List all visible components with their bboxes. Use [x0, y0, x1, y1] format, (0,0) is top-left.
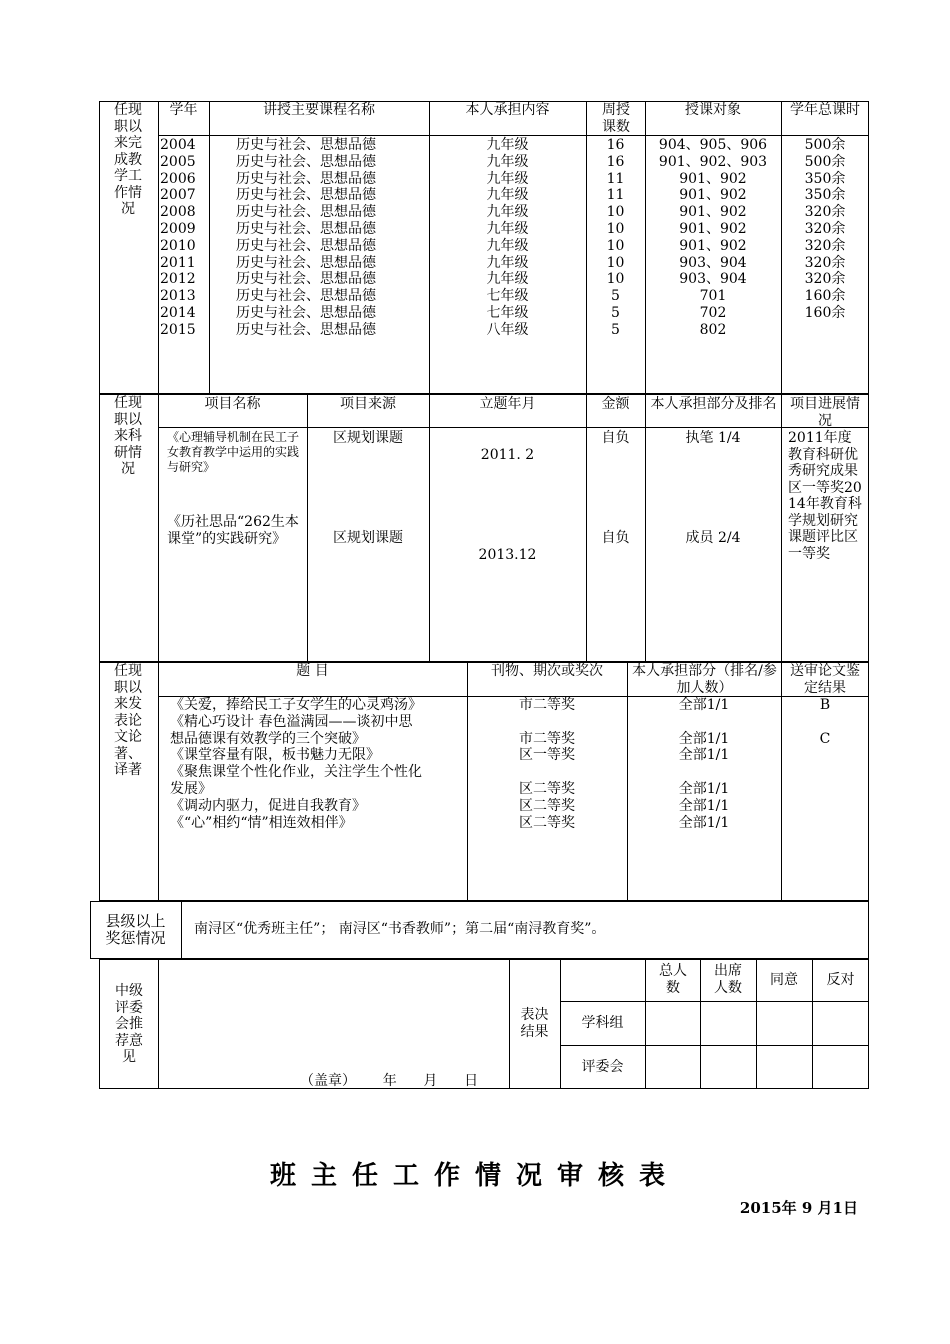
teaching-col-divider: [209, 101, 210, 394]
publications-side-label: 任现职以来发表论文论著、译著: [114, 663, 142, 778]
teaching-cell-course: 历史与社会、思想品德: [236, 170, 376, 187]
publication-cell-results: B: [819, 697, 831, 713]
teaching-cell-year: 2013: [160, 288, 196, 305]
publications-header-award: 刊物、期次或奖次: [491, 663, 603, 679]
publication-cell-titles: 《课堂容量有限，板书魅力无限》: [170, 747, 380, 764]
research-header-date: 立题年月: [479, 396, 536, 412]
teaching-cell-content: 九年级: [486, 137, 529, 153]
committee-row-review-board: 评委会: [581, 1059, 624, 1075]
teaching-cell-year: 2011: [160, 254, 196, 271]
teaching-cell-target: 901、902: [679, 187, 747, 204]
research-header-source: 项目来源: [340, 396, 396, 412]
teaching-cell-weekly: 5: [611, 305, 620, 321]
teaching-cell-hours: 320余: [804, 204, 846, 221]
teaching-cell-year: 2004: [160, 137, 196, 153]
teaching-cell-course: 历史与社会、思想品德: [236, 321, 376, 338]
publications-header-title: 题 目: [296, 663, 329, 679]
publication-cell-awards: 市二等奖: [519, 697, 575, 713]
research-progress: 2011年度教育科研优秀研究成果区一等奖2014年教育科学规划研究课题评比区一等奖: [788, 430, 862, 562]
research-side-label: 任现职以来科研情况: [114, 395, 142, 477]
teaching-cell-content: 九年级: [486, 221, 529, 237]
teaching-cell-weekly: 10: [606, 254, 625, 271]
awards-label-2: 奖惩情况: [105, 929, 166, 947]
teaching-cell-content: 九年级: [486, 237, 529, 254]
committee-row-subject-group: 学科组: [581, 1015, 624, 1031]
committee-header-agree: 同意: [770, 972, 798, 988]
teaching-header-course: 讲授主要课程名称: [263, 102, 375, 118]
committee-row-divider: [560, 1001, 869, 1002]
teaching-cell-target: 901、902: [679, 170, 747, 187]
teaching-cell-course: 历史与社会、思想品德: [236, 137, 376, 153]
publication-cell-titles: 《聚焦课堂个性化作业，关注学生个性化: [170, 764, 422, 781]
research-header-divider: [158, 427, 869, 428]
teaching-cell-target: 903、904: [679, 271, 747, 288]
research-project-date: 2013.12: [478, 547, 537, 563]
teaching-cell-hours: 350余: [804, 187, 846, 204]
teaching-cell-target: 701: [699, 288, 727, 305]
teaching-cell-course: 历史与社会、思想品德: [236, 271, 376, 288]
teaching-header-content: 本人承担内容: [465, 102, 550, 118]
teaching-cell-hours: 160余: [804, 288, 846, 305]
teaching-cell-target: 904、905、906: [658, 137, 768, 153]
committee-header-oppose: 反对: [826, 972, 855, 988]
teaching-side-label: 任现职以来完成教学工作情况: [114, 102, 142, 217]
teaching-cell-year: 2014: [160, 305, 196, 321]
teaching-cell-year: 2015: [160, 321, 196, 338]
teaching-cell-weekly: 16: [606, 137, 625, 153]
research-project-amount: 自负: [601, 530, 630, 546]
teaching-cell-weekly: 10: [606, 204, 625, 221]
publication-cell-titles: 《精心巧设计 春色溢满园——谈初中思: [170, 713, 413, 730]
research-project-source: 区规划课题: [333, 430, 403, 446]
publication-cell-awards: 区二等奖: [519, 797, 575, 814]
teaching-cell-hours: 500余: [804, 153, 846, 170]
teaching-cell-year: 2008: [160, 204, 196, 221]
teaching-cell-content: 九年级: [486, 187, 529, 204]
publications-header-result: 送审论文鉴定结果: [790, 663, 860, 696]
committee-section: [99, 959, 869, 1089]
committee-side-label: 中级评委会推荐意见: [115, 983, 143, 1065]
teaching-cell-content: 九年级: [486, 254, 529, 271]
publication-cell-titles: 《调动内驱力，促进自我教育》: [170, 797, 366, 814]
committee-vote-label: 表决结果: [520, 1007, 549, 1040]
publication-cell-shares: 全部1/1: [678, 730, 730, 747]
research-project-amount: 自负: [601, 430, 630, 446]
research-project-name: 《心理辅导机制在民工子女教育教学中运用的实践与研究》: [167, 430, 300, 474]
teaching-header-weekly: 周授课数: [602, 102, 630, 135]
teaching-cell-hours: 160余: [804, 305, 846, 321]
awards-label-1: 县级以上: [105, 912, 166, 930]
teaching-cell-course: 历史与社会、思想品德: [236, 288, 376, 305]
research-header-progress: 项目进展情况: [790, 396, 860, 429]
teaching-cell-content: 九年级: [486, 170, 529, 187]
publication-cell-awards: 区二等奖: [519, 781, 575, 797]
teaching-col-divider: [158, 101, 159, 394]
teaching-cell-year: 2005: [160, 153, 196, 170]
committee-col-divider: [700, 959, 701, 1089]
publication-cell-shares: 全部1/1: [678, 797, 730, 814]
teaching-cell-target: 901、902、903: [658, 153, 768, 170]
teaching-cell-target: 901、902: [679, 221, 747, 237]
teaching-cell-content: 九年级: [486, 153, 529, 170]
teaching-cell-course: 历史与社会、思想品德: [236, 153, 376, 170]
research-project-date: 2011. 2: [480, 447, 535, 463]
publication-cell-awards: 市二等奖: [519, 730, 575, 747]
teaching-cell-target: 901、902: [679, 204, 747, 221]
teaching-cell-weekly: 10: [606, 271, 625, 288]
teaching-cell-hours: 500余: [804, 137, 846, 153]
teaching-cell-target: 903、904: [679, 254, 747, 271]
publication-cell-titles: 《关爱，捧给民工子女学生的心灵鸡汤》: [170, 697, 422, 713]
committee-col-divider: [645, 959, 646, 1089]
publication-cell-awards: 区一等奖: [519, 747, 575, 764]
teaching-cell-course: 历史与社会、思想品德: [236, 305, 376, 321]
document-date: 2015年 9 月1日: [739, 1199, 858, 1217]
committee-col-divider: [158, 959, 159, 1089]
research-project-name: 《历社思品“262生本课堂”的实践研究》: [167, 514, 299, 547]
publication-cell-titles: 发展》: [170, 781, 212, 797]
teaching-cell-weekly: 5: [611, 321, 620, 338]
research-project-role: 执笔 1/4: [685, 430, 741, 446]
research-col-divider: [429, 394, 430, 662]
teaching-cell-hours: 320余: [804, 271, 846, 288]
teaching-header-hours: 学年总课时: [790, 102, 860, 118]
teaching-header-year: 学年: [169, 102, 198, 118]
research-col-divider: [158, 394, 159, 662]
publications-col-divider: [158, 662, 159, 901]
teaching-cell-weekly: 11: [606, 170, 625, 187]
teaching-cell-target: 901、902: [679, 237, 747, 254]
publication-cell-shares: 全部1/1: [678, 781, 730, 797]
publications-header-share: 本人承担部分（排名/参加人数）: [632, 663, 777, 696]
committee-col-divider: [509, 959, 510, 1089]
teaching-cell-target: 702: [699, 305, 727, 321]
research-project-source: 区规划课题: [333, 530, 403, 546]
research-header-name: 项目名称: [204, 396, 261, 412]
teaching-cell-weekly: 10: [606, 221, 625, 237]
committee-header-present: 出席人数: [714, 963, 742, 996]
teaching-cell-content: 九年级: [486, 204, 529, 221]
teaching-cell-weekly: 10: [606, 237, 625, 254]
teaching-cell-year: 2010: [160, 237, 196, 254]
teaching-cell-target: 802: [699, 321, 727, 338]
committee-row-divider: [560, 1045, 869, 1046]
publication-cell-results: C: [819, 730, 831, 747]
teaching-cell-year: 2007: [160, 187, 196, 204]
research-header-amount: 金额: [601, 396, 630, 412]
teaching-cell-content: 七年级: [486, 305, 529, 321]
teaching-cell-year: 2012: [160, 271, 196, 288]
teaching-cell-course: 历史与社会、思想品德: [236, 187, 376, 204]
awards-col-divider: [181, 901, 182, 959]
teaching-header-divider: [158, 135, 869, 136]
teaching-cell-course: 历史与社会、思想品德: [236, 221, 376, 237]
publication-cell-awards: 区二等奖: [519, 814, 575, 831]
teaching-cell-hours: 320余: [804, 221, 846, 237]
teaching-cell-course: 历史与社会、思想品德: [236, 237, 376, 254]
awards-text: 南浔区“优秀班主任”； 南浔区“书香教师”；第二届“南浔教育奖”。: [194, 921, 606, 937]
teaching-cell-year: 2009: [160, 221, 196, 237]
research-col-divider: [781, 394, 782, 662]
teaching-cell-weekly: 16: [606, 153, 625, 170]
teaching-header-target: 授课对象: [685, 102, 741, 118]
teaching-cell-weekly: 5: [611, 288, 620, 305]
teaching-cell-hours: 320余: [804, 237, 846, 254]
committee-header-total: 总人数: [659, 963, 687, 996]
publication-cell-shares: 全部1/1: [678, 697, 730, 713]
publication-cell-shares: 全部1/1: [678, 814, 730, 831]
publication-cell-titles: 想品德课有效教学的三个突破》: [170, 730, 366, 747]
teaching-cell-hours: 320余: [804, 254, 846, 271]
page-title: 班主任工作情况审核表: [269, 1161, 680, 1191]
teaching-cell-year: 2006: [160, 170, 196, 187]
teaching-cell-hours: 350余: [804, 170, 846, 187]
teaching-cell-content: 八年级: [486, 321, 529, 338]
teaching-cell-weekly: 11: [606, 187, 625, 204]
committee-seal-line: （盖章） 年 月 日: [300, 1073, 479, 1089]
publication-cell-shares: 全部1/1: [678, 747, 730, 764]
teaching-cell-content: 九年级: [486, 271, 529, 288]
publication-cell-titles: 《“心”相约“情”相连效相伴》: [170, 814, 353, 831]
research-project-role: 成员 2/4: [685, 530, 741, 546]
research-header-role: 本人承担部分及排名: [650, 396, 777, 412]
teaching-cell-course: 历史与社会、思想品德: [236, 254, 376, 271]
teaching-cell-course: 历史与社会、思想品德: [236, 204, 376, 221]
teaching-cell-content: 七年级: [486, 288, 529, 305]
